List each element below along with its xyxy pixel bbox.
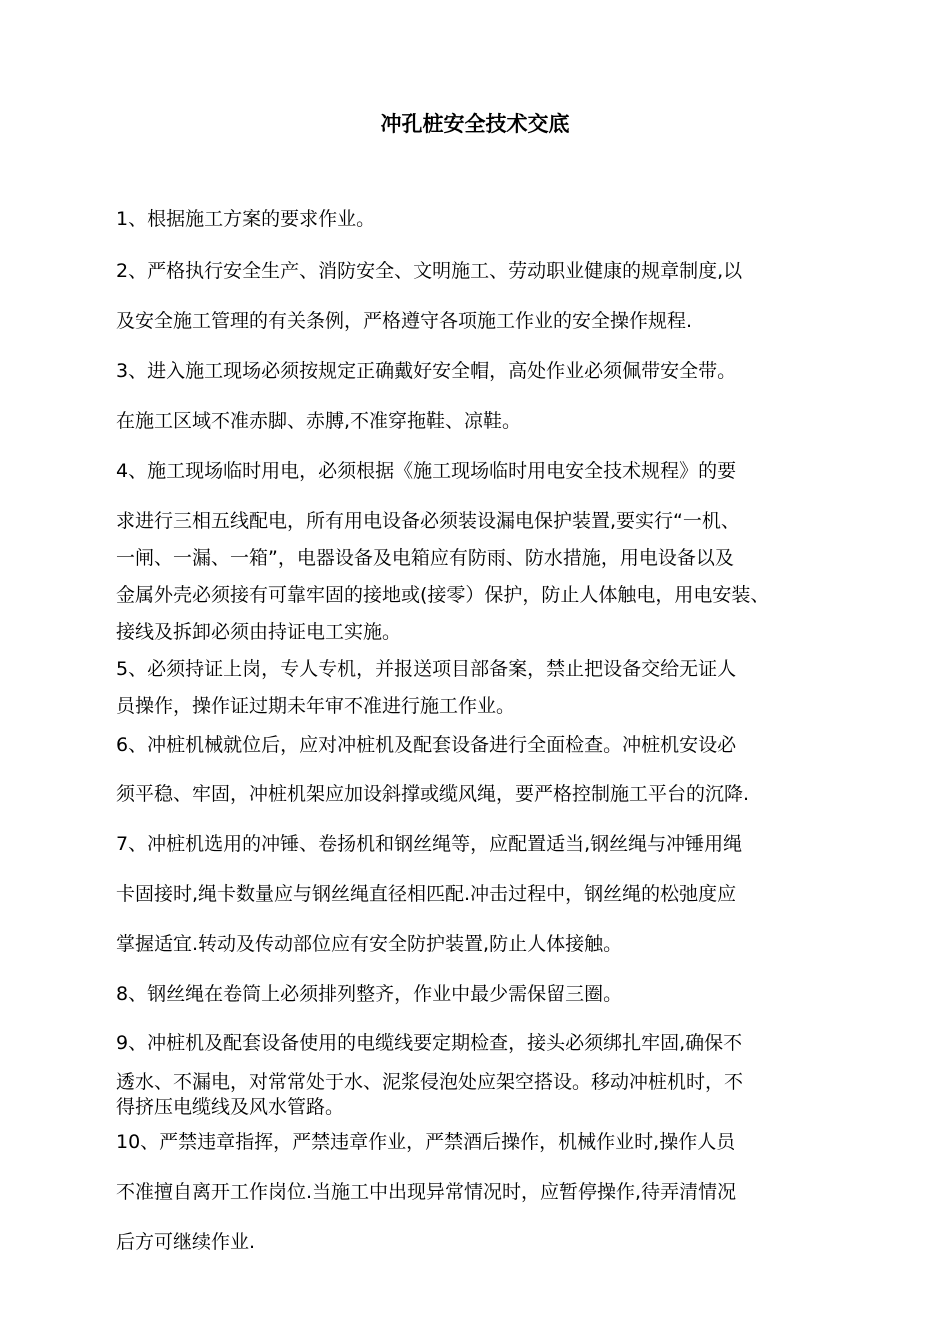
- text-line: 7、冲桩机选用的冲锤、卷扬机和钢丝绳等，应配置适当,钢丝绳与冲锤用绳: [116, 833, 743, 855]
- text-line: 在施工区域不准赤脚、赤膊,不准穿拖鞋、凉鞋。: [116, 410, 522, 432]
- text-line: 求进行三相五线配电，所有用电设备必须装设漏电保护装置,要实行“一机、: [116, 510, 740, 532]
- text-line: 及安全施工管理的有关条例，严格遵守各项施工作业的安全操作规程.: [116, 310, 693, 332]
- text-line: 员操作，操作证过期未年审不准进行施工作业。: [116, 695, 516, 717]
- text-line: 金属外壳必须接有可靠牢固的接地或(接零）保护，防止人体触电，用电安装、: [116, 584, 770, 606]
- text-line: 一闸、一漏、一箱”，电器设备及电箱应有防雨、防水措施，用电设备以及: [116, 547, 734, 569]
- text-line: 卡固接时,绳卡数量应与钢丝绳直径相匹配.冲击过程中，钢丝绳的松弛度应: [116, 883, 737, 905]
- text-line: 4、施工现场临时用电，必须根据《施工现场临时用电安全技术规程》的要: [116, 460, 737, 482]
- text-line: 5、必须持证上岗，专人专机，并报送项目部备案，禁止把设备交给无证人: [116, 658, 737, 680]
- document-title: 冲孔桩安全技术交底: [380, 112, 570, 136]
- text-line: 得挤压电缆线及风水管路。: [116, 1096, 345, 1118]
- text-line: 8、钢丝绳在卷筒上必须排列整齐，作业中最少需保留三圈。: [116, 983, 623, 1005]
- text-line: 6、冲桩机械就位后，应对冲桩机及配套设备进行全面检查。冲桩机安设必: [116, 734, 737, 756]
- text-line: 1、根据施工方案的要求作业。: [116, 208, 376, 230]
- text-line: 9、冲桩机及配套设备使用的电缆线要定期检查，接头必须绑扎牢固,确保不: [116, 1032, 743, 1054]
- text-line: 不准擅自离开工作岗位.当施工中出现异常情况时，应暂停操作,待弄清情况: [116, 1181, 737, 1203]
- text-line: 接线及拆卸必须由持证电工实施。: [116, 621, 402, 643]
- text-line: 2、严格执行安全生产、消防安全、文明施工、劳动职业健康的规章制度,以: [116, 260, 743, 282]
- text-line: 须平稳、牢固，冲桩机架应加设斜撑或缆风绳，要严格控制施工平台的沉降.: [116, 783, 750, 805]
- text-line: 透水、不漏电，对常常处于水、泥浆侵泡处应架空搭设。移动冲桩机时，不: [116, 1071, 744, 1093]
- text-line: 3、进入施工现场必须按规定正确戴好安全帽，高处作业必须佩带安全带。: [116, 360, 737, 382]
- text-line: 10、严禁违章指挥，严禁违章作业，严禁酒后操作，机械作业时,操作人员: [116, 1131, 736, 1153]
- text-line: 掌握适宜.转动及传动部位应有安全防护装置,防止人体接触。: [116, 933, 623, 955]
- text-line: 后方可继续作业.: [116, 1231, 256, 1253]
